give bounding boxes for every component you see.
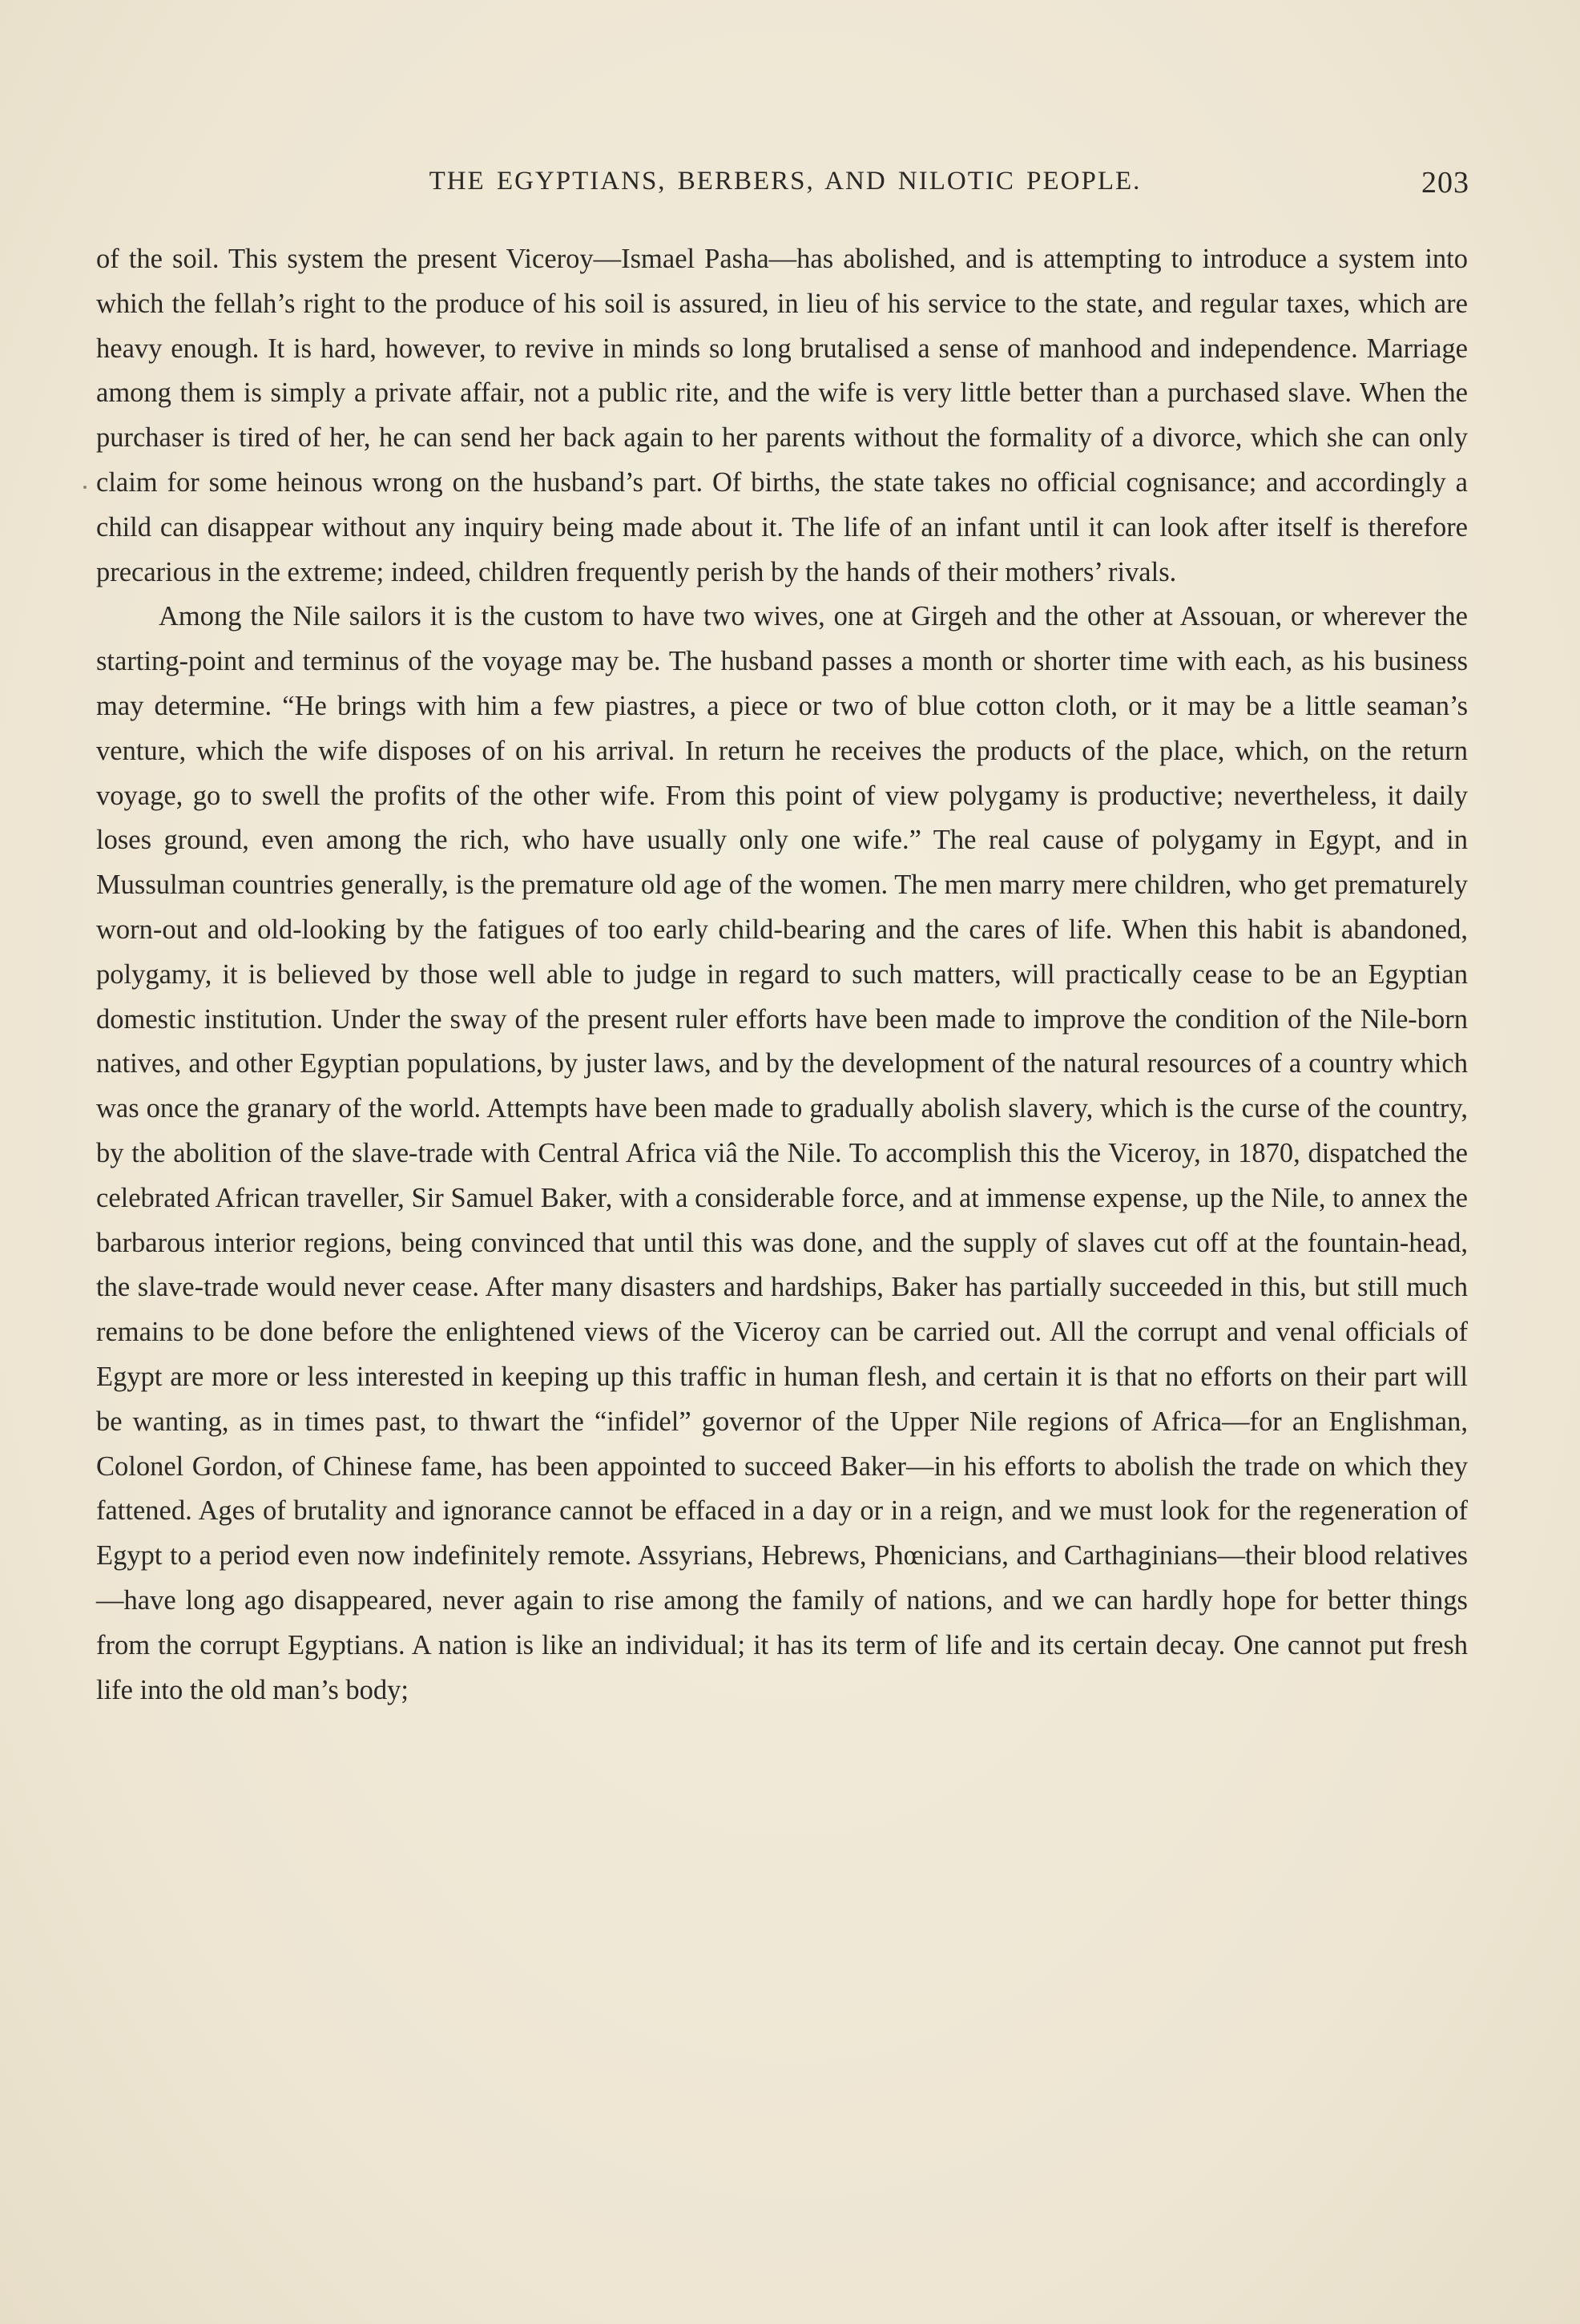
margin-speck bbox=[83, 486, 87, 489]
page-number: 203 bbox=[1421, 166, 1469, 200]
paragraph-continued: of the soil. This system the present Viceroy—Ismael Pasha—has abolished, and is attempting to introduce a system into which the fellah’s right to the produce of his soil is assured, in lieu of his service to the state, and regular taxes, which are heavy enough. It is hard, however, to revive in minds so long brutalised a sense of manhood and independence. Marriage among them is simply a private affair, not a public rite, and the wife is very little better than a purchased slave. When the purchaser is tired of her, he can send her back again to her parents without the formality of a divorce, which she can only claim for some heinous wrong on the husband’s part. Of births, the state takes no official cognisance; and accordingly a child can disappear without any inquiry being made about it. The life of an infant until it can look after itself is therefore precarious in the extreme; indeed, children frequently perish by the hands of their mothers’ rivals. bbox=[96, 244, 1468, 587]
running-title: THE EGYPTIANS, BERBERS, AND NILOTIC PEOPLE. bbox=[429, 167, 1142, 196]
body-text bbox=[96, 237, 1468, 1713]
paragraph-nile-sailors: Among the Nile sailors it is the custom to have two wives, one at Girgeh and the other at Assouan, or wherever the starting-point and terminus of the voyage may be. The husband passes a month or shorter time with each, as his business may determine. “He brings with him a few piastres, a piece or two of blue cotton cloth, or it may be a little seaman’s venture, which the wife disposes of on his arrival. In return he receives the products of the place, which, on the return voyage, go to swell the profits of the other wife. From this point of view polygamy is productive; nevertheless, it daily loses ground, even among the rich, who have usually only one wife.” The real cause of polygamy in Egypt, and in Mussulman countries generally, is the premature old age of the women. The men marry mere children, who get prematurely worn-out and old-looking by the fatigues of too early child-bearing and the cares of life. When this habit is abandoned, polygamy, it is believed by those well able to judge in regard to such matters, will practically cease to be an Egyptian domestic institution. Under the sway of the present ruler efforts have been made to improve the condition of the Nile-born natives, and other Egyptian populations, by juster laws, and by the development of the natural resources of a country which was once the granary of the world. Attempts have been made to gradually abolish slavery, which is the curse of the country, by the abolition of the slave-trade with Central Africa viâ the Nile. To accomplish this the Viceroy, in 1870, dispatched the celebrated African traveller, Sir Samuel Baker, with a considerable force, and at immense expense, up the Nile, to annex the barbarous interior regions, being convinced that until this was done, and the supply of slaves cut off at the fountain-head, the slave-trade would never cease. After many disasters and hardships, Baker has partially succeeded in this, but still much remains to be done before the enlightened views of the Viceroy can be carried out. All the corrupt and venal officials of Egypt are more or less interested in keeping up this traffic in human flesh, and certain it is that no efforts on their part will be wanting, as in times past, to thwart the “infidel” governor of the Upper Nile regions of Africa—for an Englishman, Colonel Gordon, of Chinese fame, has been appointed to succeed Baker—in his efforts to abolish the trade on which they fattened. Ages of brutality and ignorance cannot be effaced in a day or in a reign, and we must look for the regeneration of Egypt to a period even now indefinitely remote. Assyrians, Hebrews, Phœnicians, and Carthaginians—their blood relatives—have long ago disappeared, never again to rise among the family of nations, and we can hardly hope for better things from the corrupt Egyptians. A nation is like an individual; it has its term of life and its certain decay. One cannot put fresh life into the old man’s body; bbox=[96, 601, 1468, 1705]
page-header bbox=[0, 167, 1580, 207]
